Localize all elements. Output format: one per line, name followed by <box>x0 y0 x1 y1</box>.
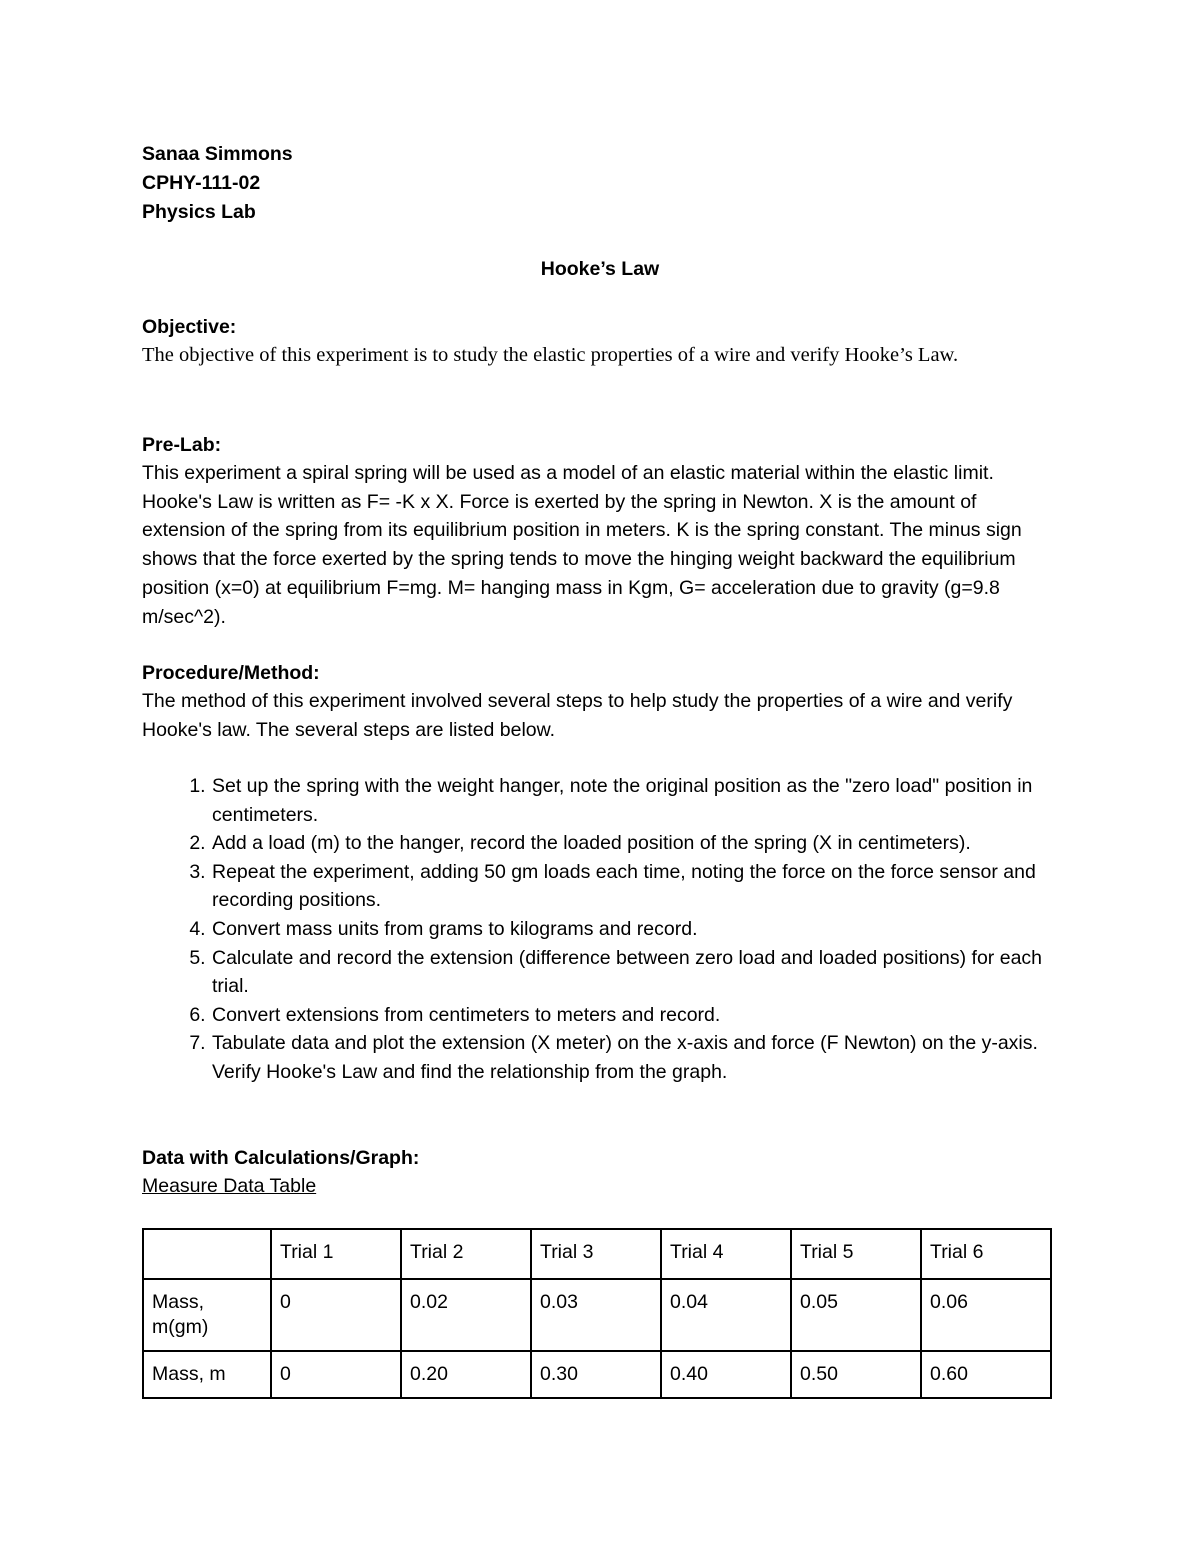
procedure-step: 7. Tabulate data and plot the extension (X meter) on the x-axis and force (F Newton) on the y-axis. Verify Hooke's Law and find the relationship from the graph. <box>211 1029 1062 1086</box>
table-cell: 0.30 <box>531 1351 661 1398</box>
document-title: Hooke’s Law <box>540 258 660 280</box>
procedure-heading: Procedure/Method: <box>142 662 320 684</box>
procedure-step: 5. Calculate and record the extension (difference between zero load and loaded positions) for each trial. <box>211 944 1062 1001</box>
table-header-cell: Trial 1 <box>271 1229 401 1279</box>
table-header-cell: Trial 2 <box>401 1229 531 1279</box>
table-row <box>143 1279 1051 1351</box>
table-cell: 0.02 <box>401 1279 531 1351</box>
table-header-cell: Trial 5 <box>791 1229 921 1279</box>
procedure-steps <box>142 772 1062 1087</box>
table-row-label: Mass, m(gm) <box>143 1279 271 1351</box>
data-heading: Data with Calculations/Graph: <box>142 1147 420 1169</box>
table-cell: 0.04 <box>661 1279 791 1351</box>
table-cell: 0.40 <box>661 1351 791 1398</box>
table-header-row <box>143 1229 1051 1279</box>
author-name: Sanaa Simmons <box>142 143 293 165</box>
table-header-cell: Trial 3 <box>531 1229 661 1279</box>
procedure-step: 4. Convert mass units from grams to kilograms and record. <box>211 915 1062 944</box>
author-header <box>142 140 293 227</box>
table-cell: 0.60 <box>921 1351 1051 1398</box>
table-cell: 0.50 <box>791 1351 921 1398</box>
procedure-intro: The method of this experiment involved several steps to help study the properties of a wire and verify Hooke's law. The several steps are listed below. <box>142 690 1013 741</box>
table-cell: 0 <box>271 1351 401 1398</box>
table-header-cell: Trial 4 <box>661 1229 791 1279</box>
table-row-label: Mass, m <box>143 1351 271 1398</box>
table-cell: 0.06 <box>921 1279 1051 1351</box>
table-cell: 0 <box>271 1279 401 1351</box>
table-label: Measure Data Table <box>142 1175 317 1197</box>
course-code: CPHY-111-02 <box>142 172 261 194</box>
procedure-step: 1. Set up the spring with the weight hanger, note the original position as the "zero load" position in centimeters. <box>211 772 1062 829</box>
table-row <box>143 1351 1051 1398</box>
prelab-text: This experiment a spiral spring will be used as a model of an elastic material within the elastic limit. Hooke's Law is written as F= -K x X. Force is exerted by the spring in Newton. X is the amount of extension of the spring from its equilibrium position in meters. K is the spring constant. The minus sign shows that the force exerted by the spring tends to move the hinging weight backward the equilibrium position (x=0) at equilibrium F=mg. M= hanging mass in Kgm, G= acceleration due to gravity (g=9.8 m/sec^2). <box>142 462 1022 628</box>
table-header-cell: Trial 6 <box>921 1229 1051 1279</box>
procedure-step: 2. Add a load (m) to the hanger, record the loaded position of the spring (X in centimeters). <box>211 829 1062 858</box>
prelab-heading: Pre-Lab: <box>142 434 222 456</box>
table-cell: 0.03 <box>531 1279 661 1351</box>
table-header-cell <box>143 1229 271 1279</box>
procedure-step: 6. Convert extensions from centimeters to meters and record. <box>211 1001 1062 1030</box>
procedure-step: 3. Repeat the experiment, adding 50 gm loads each time, noting the force on the force sensor and recording positions. <box>211 858 1062 915</box>
measure-data-table <box>142 1228 1052 1399</box>
lab-name: Physics Lab <box>142 201 256 223</box>
objective-heading: Objective: <box>142 316 237 338</box>
objective-text: The objective of this experiment is to study the elastic properties of a wire and verify Hooke’s Law. <box>142 344 959 366</box>
table-cell: 0.20 <box>401 1351 531 1398</box>
table-cell: 0.05 <box>791 1279 921 1351</box>
